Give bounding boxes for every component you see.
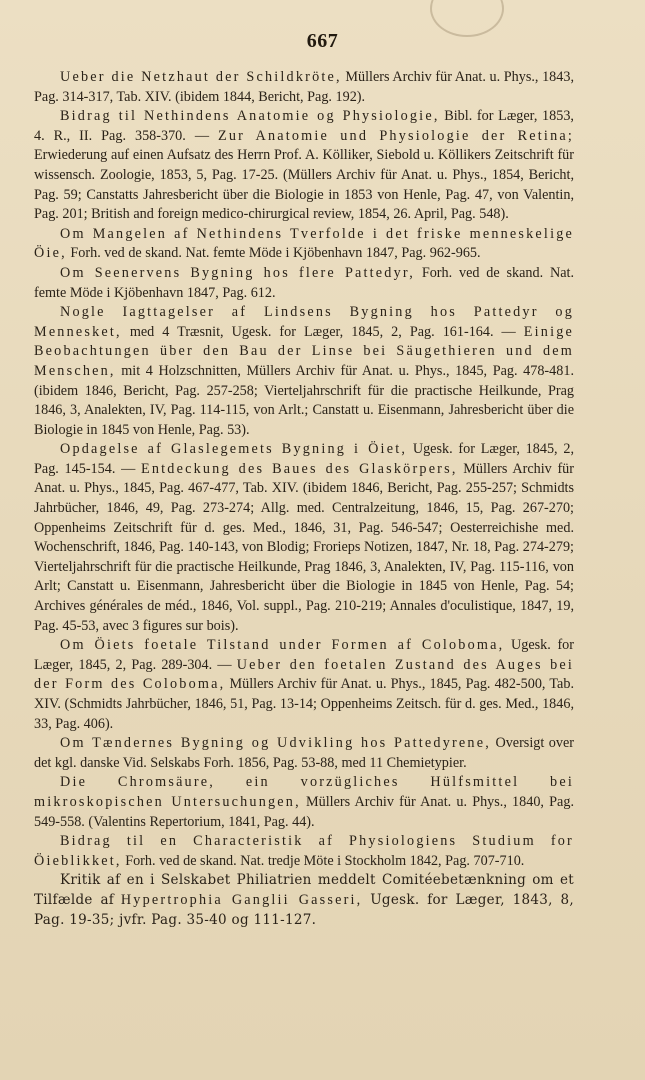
entry-text: Forh. ved de skand. Nat. tredje Möte i Stockholm 1842, Pag. 707-710. [121, 852, 525, 869]
entry-text: Bibl. for Læger, 1853, 4. R., II. Pag. 358-370. — [34, 108, 574, 144]
entry-text: Oversigt over det kgl. danske Vid. Selskabs Forh. 1856, Pag. 53-88, med 11 Chemietypier. [34, 735, 574, 771]
bibliography-entry [34, 303, 574, 440]
entry-title: Om Öiets foetale Tilstand under Formen af Coloboma, [60, 637, 505, 654]
entry-fraktur-text: Kritik af en i Selskabet Philiatrien meddelt Comitéebetænkning om et Tilfælde af [34, 872, 574, 908]
bibliography-entry [34, 734, 574, 773]
bibliography-entry [34, 636, 574, 734]
entry-title: Bidrag til Nethindens Anatomie og Physiologie, [60, 108, 440, 125]
entry-fraktur-text-continued: Ugesk. for Læger, 1843, 8, Pag. 19-35; jvfr. Pag. 35-40 og 111-127. [34, 891, 575, 928]
bibliography-entry [34, 264, 574, 303]
entry-title: Ueber die Netzhaut der Schildkröte, [60, 69, 342, 85]
entry-title: Om Mangelen af Nethindens Tverfolde i det friske menneskelige Öie, [34, 225, 574, 262]
entry-title-translation: Einige Beobachtungen über den Bau der Linse bei Säugethieren und dem Menschen, [34, 323, 574, 379]
entry-title-translation: Entdeckung des Baues des Glaskörpers, [140, 460, 458, 477]
page-number: 667 [306, 30, 339, 52]
entry-text-continued: Erwiederung auf einen Aufsatz des Herrn Prof. A. Kölliker, Siebold u. Köllikers Zeitschrift für wissensch. Zoologie, 1853, 5, Pag. 17-25. (Müllers Archiv für Anat. u. Phys., 1854, Bericht, Pag. 59; Canstatts Jahresbericht über die Biologie in 1853 von Henle, Pag. 47, von Valentin, Pag. 201; British and foreign medico-chirurgical review, 1854, 26. April, Pag. 548). [34, 147, 574, 223]
bibliography-entry [34, 225, 574, 264]
entry-title: Om Tændernes Bygning og Udvikling hos Pattedyrene, [60, 735, 491, 752]
bibliography-entry [34, 773, 574, 832]
entry-text [114, 892, 121, 908]
entry-text-continued: mit 4 Holzschnitten, Müllers Archiv für Anat. u. Phys., 1845, Pag. 478-481. (ibidem 1846, Bericht, Pag. 257-258; Vierteljahrschrift für die practische Heilkunde, Prag 1846, 3, Analekten, IV, Pag. 114-115, von Arlt.; Canstatt u. Eisenmann, Jahresbericht über die Biologie in 1845 von Henle, Pag. 53). [34, 362, 574, 438]
entry-title: Nogle Iagttagelser af Lindsens Bygning hos Pattedyr og Mennesket, [34, 304, 574, 340]
entry-text: med 4 Træsnit, Ugesk. for Læger, 1845, 2, Pag. 161-164. — [121, 323, 524, 340]
bibliography-entry [34, 871, 574, 930]
bibliography-entry [34, 832, 574, 871]
bibliography-list [34, 68, 574, 930]
entry-text-continued: Müllers Archiv für Anat. u. Phys., 1845, Pag. 467-477, Tab. XIV. (ibidem 1846, Bericht, Pag. 255-257; Schmidts Jahrbücher, 1846, 49, Pag. 273-274; Allg. med. Centralzeitung, 1846, 15, Pag. 267-270; Oppenheims Zeitschrift für d. ges. Med., 1846, 31, Pag. 546-547; Oesterreichishe med. Wochenschrift, 1846, Pag. 140-143, von Blodig; Frorieps Notizen, 1847, Nr. 18, Pag. 274-279; Vierteljahrschrift für die practische Heilkunde, Prag 1846, 3, Analekten, IV, Pag. 115-116, von Arlt; Canstatt u. Eisenmann, Jahresbericht über die Biologie in 1845 von Henle, Pag. 54; Archives générales de méd., 1846, Vol. suppl., Pag. 210-219; Annales d'oculistique, 1847, 19, Pag. 45-53, avec 3 figures sur bois). [34, 460, 574, 634]
entry-text: Ugesk. for Læger, 1845, 2, Pag. 289-304. — [34, 637, 574, 673]
entry-text: Müllers Archiv für Anat. u. Phys., 1840, Pag. 549-558. (Valentins Repertorium, 1841, Pag. 44). [34, 793, 574, 830]
entry-title: Om Seenervens Bygning hos flere Pattedyr, [60, 264, 415, 281]
entry-text: Forh. ved de skand. Nat. femte Möde i Kjöbenhavn 1847, Pag. 612. [34, 264, 574, 301]
entry-text: Forh. ved de skand. Nat. femte Möde i Kjöbenhavn 1847, Pag. 962-965. [66, 245, 481, 262]
bibliography-entry [34, 107, 574, 225]
entry-text: Ugesk. for Læger, 1845, 2, Pag. 145-154. — [34, 441, 574, 477]
entry-text: Müllers Archiv für Anat. u. Phys., 1843, Pag. 314-317, Tab. XIV. (ibidem 1844, Bericht, Pag. 192). [34, 69, 574, 105]
entry-title: Bidrag til en Characteristik af Physiologiens Studium for Öieblikket, [34, 833, 574, 869]
entry-title: Die Chromsäure, ein vorzügliches Hülfsmittel bei mikroskopischen Untersuchungen, [34, 774, 574, 810]
entry-title-translation: Ueber den foetalen Zustand des Auges bei der Form des Coloboma, [34, 656, 575, 693]
entry-title: Opdagelse af Glaslegemets Bygning i Öiet, [60, 441, 408, 458]
bibliography-entry [34, 68, 574, 107]
entry-title-translation: Zur Anatomie und Physiologie der Retina; [218, 127, 575, 144]
bibliography-entry [34, 440, 574, 636]
entry-text-continued: Müllers Archiv für Anat. u. Phys., 1845, Pag. 482-500, Tab. XIV. (Schmidts Jahrbücher, 1846, 51, Pag. 13-14; Oppenheims Zeitsch. für d. ges. Med., 1846, 33, Pag. 406). [34, 676, 574, 732]
entry-title: Hypertrophia Ganglii Gasseri, [120, 891, 363, 908]
